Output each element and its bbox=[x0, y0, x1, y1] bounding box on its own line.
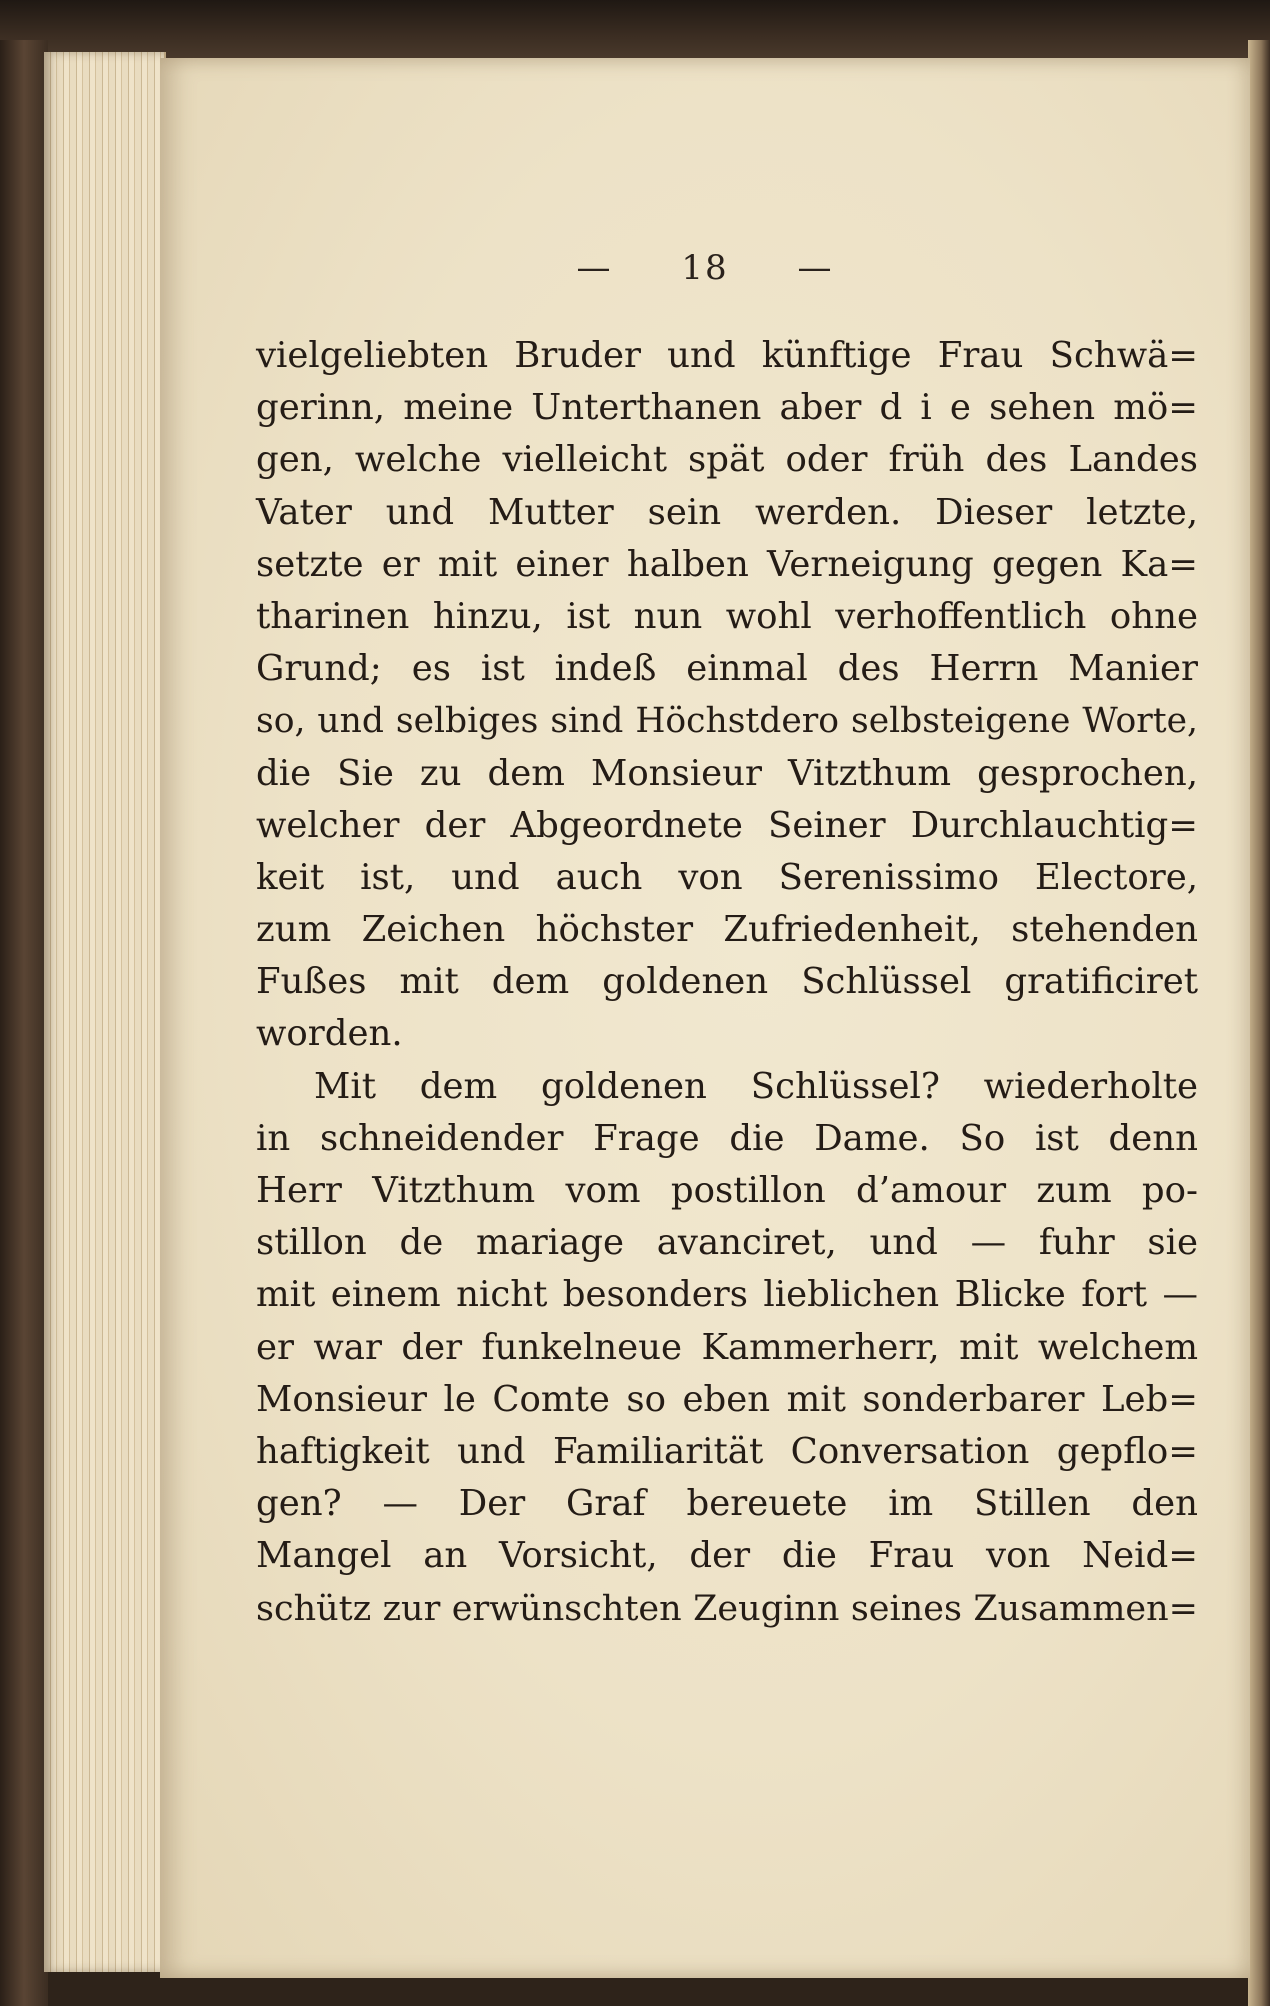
text-line: Fußes mit dem goldenen Schlüssel gratificiret bbox=[256, 961, 1198, 1003]
header-dash-left: — bbox=[576, 248, 613, 288]
text-line: worden. bbox=[256, 1013, 403, 1055]
text-line: haftigkeit und Familiarität Conversation gepflo= bbox=[256, 1430, 1198, 1472]
text-line: vielgeliebten Bruder und künftige Frau Schwä= bbox=[256, 335, 1198, 376]
text-line: gerinn, meine Unterthanen aber d i e sehen mö= bbox=[256, 387, 1198, 429]
book-cover-top bbox=[0, 0, 1270, 60]
text-line: mit einem nicht besonders lieblichen Blicke fort — bbox=[256, 1274, 1198, 1316]
text-line: zum Zeichen höchster Zufriedenheit, stehenden bbox=[256, 909, 1198, 951]
text-line: Mangel an Vorsicht, der die Frau von Neid= bbox=[256, 1535, 1198, 1577]
text-line: keit ist, und auch von Serenissimo Electore, bbox=[256, 856, 1198, 898]
text-line: setzte er mit einer halben Verneigung gegen Ka= bbox=[256, 543, 1198, 585]
text-line: Grund; es ist indeß einmal des Herrn Manier bbox=[256, 648, 1198, 690]
page-edges bbox=[44, 52, 166, 1972]
text-line: er war der funkelneue Kammerherr, mit welchem bbox=[256, 1326, 1198, 1368]
text-line: Herr Vitzthum vom postillon d’amour zum po- bbox=[256, 1170, 1198, 1211]
text-line: schütz zur erwünschten Zeuginn seines Zusammen= bbox=[256, 1588, 1198, 1629]
text-line: so, und selbiges sind Höchstdero selbsteigene Worte, bbox=[256, 701, 1198, 742]
text-line: welcher der Abgeordnete Seiner Durchlauchtig= bbox=[256, 804, 1198, 846]
body-text bbox=[256, 330, 1198, 1635]
header-dash-right: — bbox=[797, 248, 834, 288]
page-header bbox=[160, 248, 1250, 288]
page-number: 18 bbox=[681, 248, 729, 288]
text-line: die Sie zu dem Monsieur Vitzthum gesprochen, bbox=[256, 752, 1198, 794]
text-line: Monsieur le Comte so eben mit sonderbarer Leb= bbox=[256, 1378, 1198, 1420]
text-line: Mit dem goldenen Schlüssel? wiederholte bbox=[314, 1065, 1198, 1107]
text-line: tharinen hinzu, ist nun wohl verhoffentlich ohne bbox=[256, 595, 1198, 637]
text-line: in schneidender Frage die Dame. So ist denn bbox=[256, 1117, 1198, 1159]
book-cover-left bbox=[0, 40, 48, 2006]
book-spine-edge bbox=[1248, 40, 1270, 2006]
text-line: gen, welche vielleicht spät oder früh des Landes bbox=[256, 439, 1198, 481]
text-line: stillon de mariage avanciret, und — fuhr sie bbox=[256, 1222, 1198, 1264]
text-line: gen? — Der Graf bereuete im Stillen den bbox=[256, 1483, 1198, 1525]
text-line: Vater und Mutter sein werden. Dieser letzte, bbox=[256, 491, 1198, 533]
